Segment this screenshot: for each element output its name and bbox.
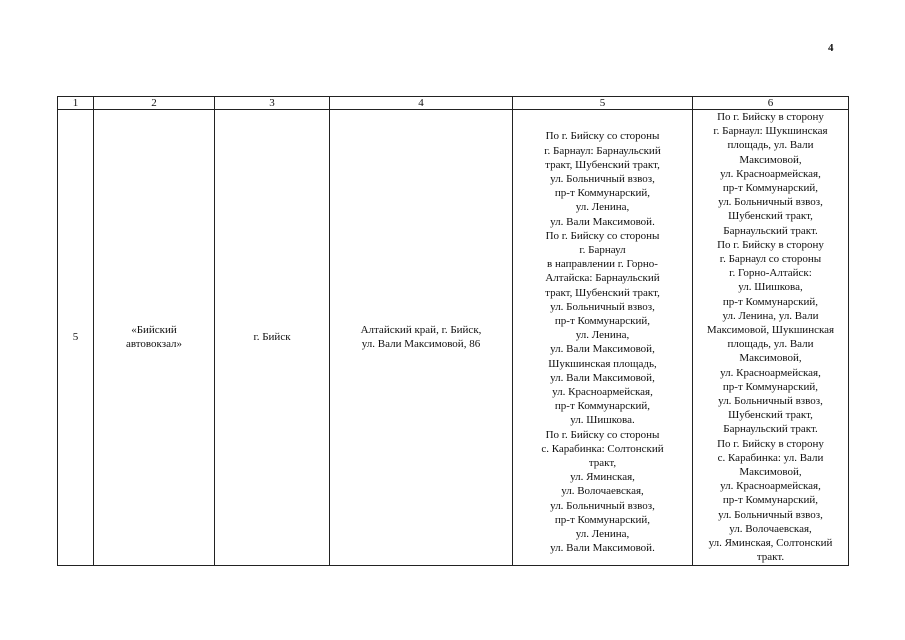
route-line: пр-т Коммунарский, bbox=[722, 494, 819, 507]
route-line: Шубенский тракт, bbox=[728, 210, 813, 223]
route-line: с. Карабинка: Солтонский bbox=[541, 442, 664, 455]
route-line: пр-т Коммунарский, bbox=[554, 315, 651, 328]
station-name-line: автовокзал» bbox=[125, 338, 183, 351]
header-cell-4: 4 bbox=[330, 97, 513, 110]
route-line: Барнаульский тракт. bbox=[723, 224, 818, 237]
route-line: По г. Бийску в сторону bbox=[717, 238, 824, 251]
route-line: ул. Ленина, bbox=[575, 201, 630, 214]
route-line: г. Барнаул: Барнаульский bbox=[544, 144, 661, 157]
route-line: г. Барнаул bbox=[579, 244, 626, 257]
route-in-cell bbox=[513, 110, 693, 566]
page-number: 4 bbox=[828, 42, 834, 54]
header-cell-1: 1 bbox=[58, 97, 94, 110]
route-line: площадь, ул. Вали bbox=[727, 338, 814, 351]
route-line: г. Барнаул со стороны bbox=[719, 253, 822, 266]
route-line: с. Карабинка: ул. Вали bbox=[717, 451, 824, 464]
route-line: Барнаульский тракт. bbox=[723, 423, 818, 436]
route-line: ул. Волочаевская, bbox=[729, 522, 812, 535]
route-line: тракт. bbox=[756, 551, 785, 564]
route-line: ул. Вали Максимовой, bbox=[550, 371, 655, 384]
route-line: По г. Бийску со стороны bbox=[545, 428, 660, 441]
route-line: ул. Вали Максимовой. bbox=[550, 215, 655, 228]
route-line: ул. Ленина, bbox=[575, 528, 630, 541]
route-line: По г. Бийску со стороны bbox=[545, 229, 660, 242]
route-line: ул. Больничный взвоз, bbox=[550, 300, 655, 313]
route-line: ул. Больничный взвоз, bbox=[718, 395, 823, 408]
table-row bbox=[58, 110, 849, 566]
header-cell-3: 3 bbox=[215, 97, 330, 110]
route-line: тракт, bbox=[588, 457, 617, 470]
route-line: Максимовой, bbox=[739, 466, 802, 479]
route-line: ул. Красноармейская, bbox=[720, 480, 821, 493]
route-line: По г. Бийску в сторону bbox=[717, 111, 824, 123]
route-line: Максимовой, Шукшинская bbox=[706, 324, 835, 337]
route-line: площадь, ул. Вали bbox=[727, 139, 814, 152]
route-line: Алтайска: Барнаульский bbox=[545, 272, 660, 285]
route-line: ул. Красноармейская, bbox=[720, 167, 821, 180]
route-line: пр-т Коммунарский, bbox=[722, 295, 819, 308]
route-line: пр-т Коммунарский, bbox=[554, 187, 651, 200]
route-line: Шубенский тракт, bbox=[728, 409, 813, 422]
route-line: По г. Бийску в сторону bbox=[717, 437, 824, 450]
address-line: Алтайский край, г. Бийск, bbox=[360, 324, 482, 337]
route-line: ул. Ленина, ул. Вали bbox=[722, 309, 819, 322]
route-line: ул. Вали Максимовой, bbox=[550, 343, 655, 356]
station-name-line: «Бийский bbox=[131, 324, 177, 337]
route-line: По г. Бийску со стороны bbox=[545, 130, 660, 143]
header-cell-5: 5 bbox=[513, 97, 693, 110]
header-row bbox=[58, 97, 849, 110]
route-line: г. Горно-Алтайск: bbox=[729, 267, 812, 280]
route-line: ул. Больничный взвоз, bbox=[550, 173, 655, 186]
route-line: Шукшинская площадь, bbox=[548, 357, 657, 370]
route-line: ул. Красноармейская, bbox=[552, 386, 653, 399]
route-line: пр-т Коммунарский, bbox=[554, 513, 651, 526]
route-line: ул. Шишкова, bbox=[738, 281, 803, 294]
route-line: пр-т Коммунарский, bbox=[722, 380, 819, 393]
route-line: ул. Яминская, Солтонский bbox=[708, 537, 833, 550]
route-line: Максимовой, bbox=[739, 352, 802, 365]
header-cell-6: 6 bbox=[693, 97, 849, 110]
row-number-cell: 5 bbox=[58, 110, 94, 566]
route-line: Максимовой, bbox=[739, 153, 802, 166]
route-line: ул. Яминская, bbox=[570, 471, 635, 484]
station-name-cell bbox=[94, 110, 215, 566]
route-out-cell bbox=[693, 110, 849, 566]
header-cell-2: 2 bbox=[94, 97, 215, 110]
route-line: г. Барнаул: Шукшинская bbox=[713, 125, 828, 138]
route-line: тракт, Шубенский тракт, bbox=[545, 286, 660, 299]
route-line: ул. Волочаевская, bbox=[561, 485, 644, 498]
city-cell: г. Бийск bbox=[215, 110, 330, 566]
address-line: ул. Вали Максимовой, 86 bbox=[361, 338, 481, 351]
route-line: пр-т Коммунарский, bbox=[554, 400, 651, 413]
route-line: ул. Больничный взвоз, bbox=[550, 499, 655, 512]
address-cell bbox=[330, 110, 513, 566]
route-table bbox=[57, 96, 849, 566]
route-line: пр-т Коммунарский, bbox=[722, 182, 819, 195]
route-line: в направлении г. Горно- bbox=[547, 258, 658, 271]
route-line: тракт, Шубенский тракт, bbox=[545, 158, 660, 171]
route-line: ул. Больничный взвоз, bbox=[718, 508, 823, 521]
route-line: ул. Шишкова. bbox=[570, 414, 635, 427]
route-line: ул. Больничный взвоз, bbox=[718, 196, 823, 209]
route-line: ул. Ленина, bbox=[575, 329, 630, 342]
route-line: ул. Вали Максимовой. bbox=[550, 542, 655, 555]
route-line: ул. Красноармейская, bbox=[720, 366, 821, 379]
